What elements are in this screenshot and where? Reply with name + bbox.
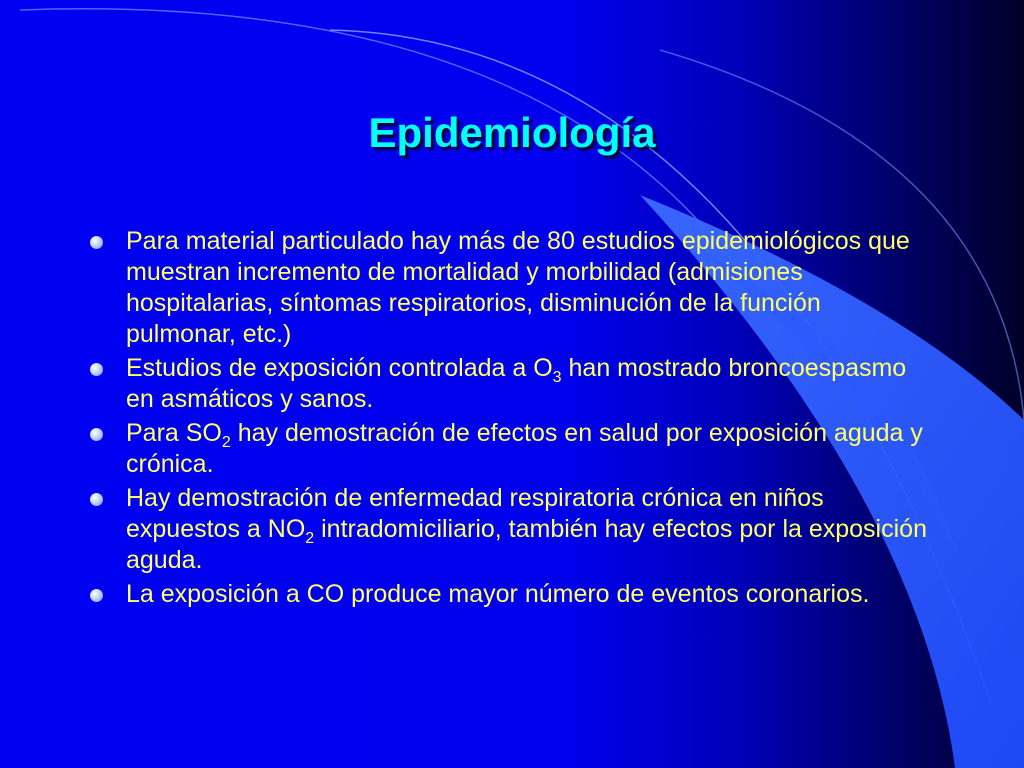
bullet-text-before: Para SO (126, 419, 222, 447)
bullet-text-after: hay demostración de efectos en salud por exposición aguda y crónica. (126, 419, 923, 478)
bullet-text-before: Estudios de exposición controlada a O (126, 354, 553, 382)
bullet-dot-icon (90, 493, 103, 506)
bullet-dot-icon (90, 236, 103, 249)
bullet-list (90, 226, 930, 613)
bullet-dot-icon (90, 589, 103, 602)
bullet-subscript: 2 (221, 434, 231, 451)
bullet-item (90, 226, 930, 350)
slide-title: Epidemiología (368, 109, 656, 156)
bullet-subscript: 3 (552, 369, 562, 386)
bullet-item (90, 483, 930, 576)
bullet-text-after: intradomiciliario, también hay efectos por la exposición aguda. (126, 515, 927, 574)
bullet-item (90, 418, 930, 480)
bullet-subscript: 2 (305, 530, 315, 547)
bullet-dot-icon (90, 428, 103, 441)
bullet-text-after: han mostrado broncoespasmo en asmáticos y sanos. (126, 354, 907, 413)
bullet-text: Para material particulado hay más de 80 estudios epidemiológicos que muestran incremento de mortalidad y morbilidad (admisiones hospitalarias, síntomas respiratorios, disminución de la función pulmonar, etc.) (126, 227, 910, 348)
bullet-item (90, 579, 930, 610)
bullet-text-before: Hay demostración de enfermedad respiratoria crónica en niños expuestos a NO (126, 484, 824, 543)
bullet-text: La exposición a CO produce mayor número de eventos coronarios. (126, 580, 870, 608)
bullet-dot-icon (90, 363, 103, 376)
bullet-item (90, 353, 930, 415)
